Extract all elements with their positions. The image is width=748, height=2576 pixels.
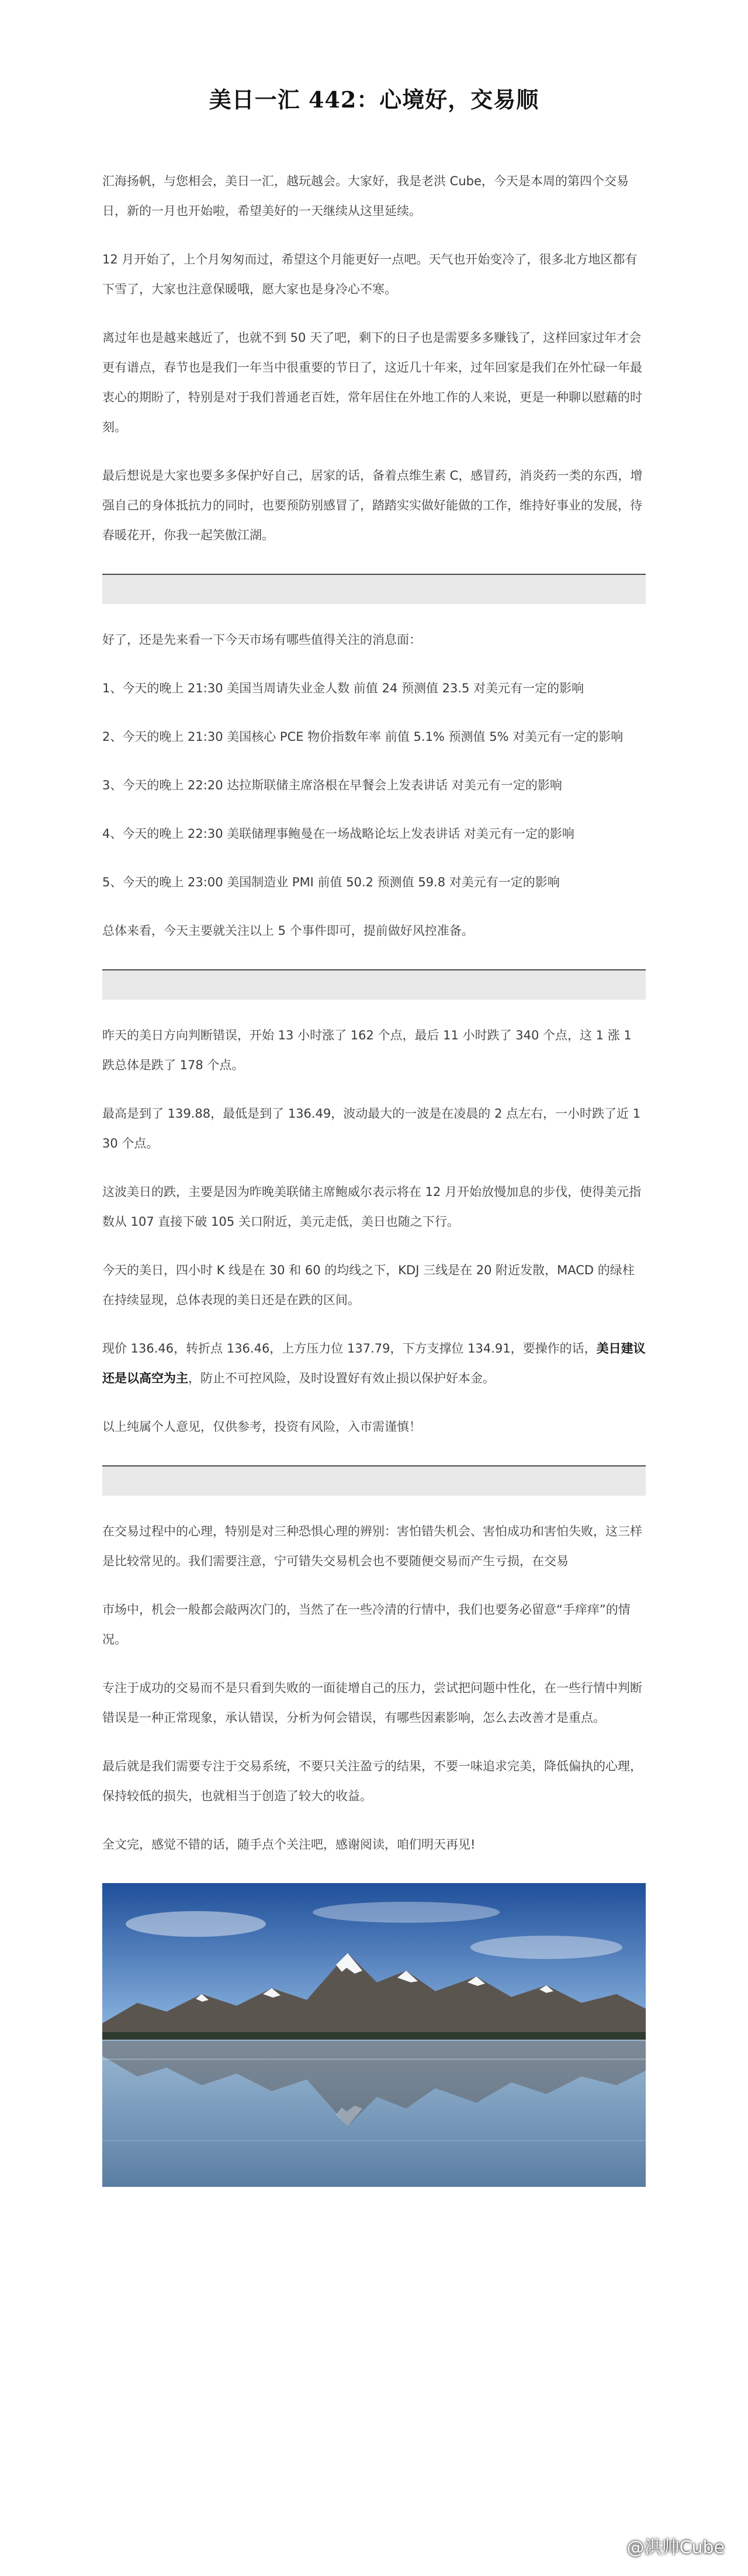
section-divider [102, 969, 646, 1000]
analysis-paragraph-2: 最高是到了 139.88，最低是到了 136.49，波动最大的一波是在凌晨的 2 点左右，一小时跌了近 130 个点。 [102, 1107, 641, 1150]
cloud [470, 1936, 622, 1959]
analysis-paragraph-3: 这波美日的跌，主要是因为昨晚美联储主席鲍威尔表示将在 12 月开始放慢加息的步伐，使得美元指数从 107 直接下破 105 关口附近，美元走低，美日也随之下行。 [102, 1185, 642, 1229]
section-divider [102, 1465, 646, 1496]
events-summary: 总体来看，今天主要就关注以上 5 个事件即可，提前做好风控准备。 [102, 924, 474, 938]
cloud [126, 1911, 266, 1937]
event-item: 2、今天的晚上 21:30 美国核心 PCE 物价指数年率 前值 5.1% 预测值 5% 对美元有一定的影响 [102, 730, 624, 744]
closing-line: 全文完，感觉不错的话，随手点个关注吧，感谢阅读，咱们明天再见! [102, 1837, 476, 1852]
intro-paragraph-3: 离过年也是越来越近了，也就不到 50 天了吧，剩下的日子也是需要多多赚钱了，这样回家过年才会更有谱点，春节也是我们一年当中很重要的节日了，这近几十年来，过年回家是我们在外忙碌一年最衷心的期盼了，特别是对于我们普通老百姓，常年居住在外地工作的人来说，更是一种聊以慰藉的时刻。 [102, 331, 642, 434]
psychology-paragraph-4: 最后就是我们需要专注于交易系统，不要只关注盈亏的结果，不要一味追求完美，降低偏执的心理，保持较低的损失，也就相当于创造了较大的收益。 [102, 1759, 642, 1803]
events-intro: 好了，还是先来看一下今天市场有哪些值得关注的消息面： [102, 633, 421, 647]
psychology-paragraph-1: 在交易过程中的心理，特别是对三种恐惧心理的辨别：害怕错失机会、害怕成功和害怕失败，这三样是比较常见的。我们需要注意，宁可错失交易机会也不要随便交易而产生亏损，在交易 [102, 1524, 642, 1568]
event-item: 3、今天的晚上 22:20 达拉斯联储主席洛根在早餐会上发表讲话 对美元有一定的影响 [102, 778, 562, 792]
event-item: 4、今天的晚上 22:30 美联储理事鲍曼在一场战略论坛上发表讲话 对美元有一定的影响 [102, 827, 574, 841]
section-divider [102, 574, 646, 604]
forest-line [102, 2032, 646, 2040]
psychology-paragraph-3: 专注于成功的交易而不是只看到失败的一面徒增自己的压力，尝试把问题中性化，在一些行情中判断错误是一种正常现象，承认错误，分析为何会错误，有哪些因素影响，怎么去改善才是重点。 [102, 1681, 642, 1725]
analysis-paragraph-1: 昨天的美日方向判断错误，开始 13 小时涨了 162 个点，最后 11 小时跌了 340 个点，这 1 涨 1 跌总体是跌了 178 个点。 [102, 1028, 632, 1072]
price-levels-text: 现价 136.46，转折点 136.46，上方压力位 137.79，下方支撑位 134.91，要操作的话， [102, 1341, 597, 1355]
cloud [313, 1902, 500, 1923]
intro-paragraph-4: 最后想说是大家也要多多保护好自己，居家的话，备着点维生素 C，感冒药，消炎药一类的东西，增强自己的身体抵抗力的同时，也要预防别感冒了，踏踏实实做好能做的工作，维持好事业的发展，待春暖花开，你我一起笑傲江湖。 [102, 469, 643, 542]
mountain-lake-photo [102, 1883, 646, 2187]
article-title: 美日一汇 442：心境好，交易顺 [209, 86, 539, 113]
trade-suggestion: 美日建议还是以高空为主 [102, 1341, 646, 1385]
psychology-paragraph-2: 市场中，机会一般都会敲两次门的，当然了在一些冷清的行情中，我们也要务必留意“手痒痒”的情况。 [102, 1603, 631, 1646]
price-levels-paragraph [102, 1334, 646, 1393]
intro-paragraph-1: 汇海扬帆，与您相会，美日一汇，越玩越会。大家好，我是老洪 Cube，今天是本周的第四个交易日，新的一月也开始啦，希望美好的一天继续从这里延续。 [102, 174, 629, 218]
watermark [602, 2533, 725, 2558]
watermark-text: @洪帅Cube [626, 2537, 725, 2558]
article [102, 0, 646, 2187]
price-levels-tail: ，防止不可控风险，及时设置好有效止损以保护好本金。 [188, 1371, 495, 1385]
analysis-paragraph-4: 今天的美日，四小时 K 线是在 30 和 60 的均线之下，KDJ 三线是在 20 附近发散，MACD 的绿柱在持续显现，总体表现的美日还是在跌的区间。 [102, 1263, 635, 1307]
disclaimer: 以上纯属个人意见，仅供参考，投资有风险，入市需谨慎！ [102, 1420, 421, 1434]
water-shimmer [102, 2058, 646, 2060]
weibo-logo-icon [602, 2536, 622, 2556]
event-item: 1、今天的晚上 21:30 美国当周请失业金人数 前值 24 预测值 23.5 对美元有一定的影响 [102, 681, 584, 695]
intro-paragraph-2: 12 月开始了，上个月匆匆而过，希望这个月能更好一点吧。天气也开始变冷了，很多北方地区都有下雪了，大家也注意保暖哦，愿大家也是身冷心不寒。 [102, 252, 638, 296]
water-shimmer [102, 2140, 646, 2141]
event-item: 5、今天的晚上 23:00 美国制造业 PMI 前值 50.2 预测值 59.8 对美元有一定的影响 [102, 875, 560, 889]
